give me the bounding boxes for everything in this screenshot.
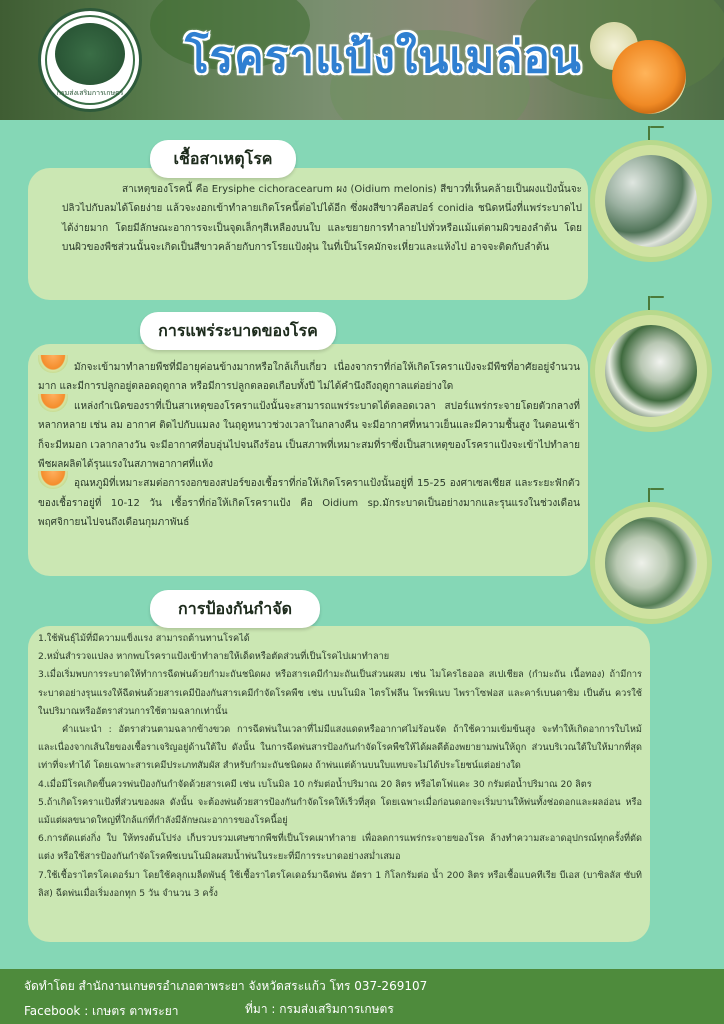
powdery-mildew-leaf-photo: [590, 140, 712, 262]
powdery-mildew-leaf-photo: [590, 310, 712, 432]
prevention-item: 4.เมื่อมีโรคเกิดขึ้นควรพ่นป้องกันกำจัดด้วยสารเคมี เช่น เบโนมิล 10 กรัมต่อน้ำปริมาณ 20 ลิตร หรือไตโฟแคะ 30 กรัมต่อน้ำปริมาณ 20 ลิตร: [38, 778, 592, 790]
prevention-item: 1.ใช้พันธุ์ไม้ที่มีความแข็งแรง สามารถต้านทานโรคได้: [38, 633, 250, 644]
melon-slice-icon: [612, 40, 686, 114]
prevention-note: [38, 721, 642, 776]
cause-heading: เชื้อสาเหตุโรค: [150, 140, 296, 178]
prevention-text: [38, 630, 642, 903]
footer-source: ที่มา : กรมส่งเสริมการเกษตร: [245, 1002, 394, 1016]
prevention-item: 6.การตัดแต่งกิ่ง ใบ ให้ทรงต้นโปร่ง เก็บรวบรวมเศษซากพืชที่เป็นโรคเผาทำลาย เพื่อลดการแพร่กระจายของโรค ล้างทำความสะอาดอุปกรณ์ทุกครั้งที่ตัดแต่ง หรือใช้สารป้องกันกำจัดโรคพืชเบนโนมิลผสมน้ำพ่นในระยะที่มีการระบาดอย่างสม่ำเสมอ: [38, 833, 642, 863]
prevention-item: 2.หมั่นสำรวจแปลง หากพบโรคราแป้งเข้าทำลายให้เด็ดหรือตัดส่วนที่เป็นโรคไปเผาทำลาย: [38, 651, 390, 663]
spread-paragraph-3: อุณหภูมิที่เหมาะสมต่อการงอกของสปอร์ของเชื้อราที่ก่อให้เกิดโรคราแป้งนั้นอยู่ที่ 15-25 องศาเซลเซียส และระยะฟักตัวของเชื้อราอยู่ที่ 10-12 วัน เชื้อราที่ก่อให้เกิดโรคราแป้ง คือ Oidium sp.มักระบาดเป็นอย่างมากและรุนแรงในช่วงเดือนพฤศจิกายนไปจนถึงเดือนกุมภาพันธ์: [38, 478, 580, 529]
spread-text: [38, 358, 580, 533]
spread-paragraph-1: มักจะเข้ามาทำลายพืชที่มีอายุค่อนข้างมากหรือใกล้เก็บเกี่ยว เนื่องจากราที่ก่อให้เกิดโรคราแป้งจะมีพืชที่อาศัยอยู่จำนวนมาก และมีการปลูกอยู่ตลอดฤดูกาล หรือมีการปลูกตลอดเกือบทั้งปี ไม่ได้คำนึงถึงฤดูกาลแต่อย่างใด: [38, 362, 580, 393]
melon-stem-icon: [648, 296, 650, 310]
prevention-note-text: คำแนะนำ : อัตราส่วนตามฉลากข้างขวด การฉีดพ่นในเวลาที่ไม่มีแสงแดดหรืออากาศไม่ร้อนจัด ถ้าใช้ความเข้มข้นสูง จะทำให้เกิดอาการใบไหม้ และเนื่องจากเส้นใยของเชื้อราเจริญอยู่ด้านใต้ใบ ดังนั้น ในการฉีดพ่นสารป้องกันกำจัดโรคพืชให้ได้ผลดีต้องพยายามพ่นให้ถูก ส่วนบริเวณใต้ใบให้มากที่สุดเท่าที่จะทำได้ โดยเฉพาะสารเคมีประเภทสัมผัส สำหรับกำมะถันชนิดผง ถ้าพ่นแต่ด้านบนใบแทบจะไม่ได้ประโยชน์แต่อย่างใด: [38, 724, 642, 772]
prevention-item: 7.ใช้เชื้อราไตรโคเดอร์มา โดยใช้คลุกเมล็ดพันธุ์ ใช้เชื้อราไตรโคเดอร์มาฉีดพ่น อัตรา 1 กิโลกรัมต่อ น้ำ 200 ลิตร หรือเชื้อแบคทีเรีย บีเอส (บาซิลลัส ซับทิลิส) ฉีดพ่นเมื่อเริ่มงอกทุก 5 วัน จำนวน 3 ครั้ง: [38, 869, 642, 899]
logo-emblem: [55, 23, 125, 85]
logo-caption: กรมส่งเสริมการเกษตร: [56, 89, 124, 97]
leaf-photo-content: [605, 517, 697, 609]
melon-stem-icon: [648, 126, 650, 140]
prevention-item: 5.ถ้าเกิดโรคราแป้งที่ส่วนของผล ดังนั้น จะต้องพ่นด้วยสารป้องกันกำจัดโรคให้เร็วที่สุด โดยเฉพาะเมื่อก่อนดอกจะเริ่มบานให้พ่นทั้งช่อดอกและผลอ่อน หรือแม้แต่ผลขนาดใหญ่ที่ใกล้แก่ที่กำลังมีลักษณะอาการของโรคนี้อยู่: [38, 796, 642, 827]
cause-text: [62, 180, 582, 258]
footer: [0, 969, 724, 1024]
spread-paragraph-2: แหล่งกำเนิดของราที่เป็นสาเหตุของโรคราแป้งนั้นจะสามารถแพร่ระบาดได้ตลอดเวลา สปอร์แพร่กระจายโดยตัวกลางที่หลากหลาย เช่น ลม อากาศ ติดไปกับแมลง ในฤดูหนาวช่วงเวลาในกลางคืน จะมีอากาศที่หนาวเย็นและมีความชื้นสูง ในตอนเช้าก็จะมีหมอก เวลากลางวัน จะมีอากาศที่อบอุ่นไปจนถึงร้อน เป็นสภาพที่เหมาะสมที่ราซึ่งเป็นสาเหตุของโรคราแป้งจะเข้าไปทำลายพืชผลผลิตได้รุนแรงในสภาพอากาศที่แห้ง: [38, 400, 580, 471]
prevention-item: 3.เมื่อเริ่มพบการระบาดให้ทำการฉีดพ่นด้วยกำมะถันชนิดผง หรือสารเคมีกำมะถันเป็นส่วนผสม เช่น ไมโครไธออล สเปเชียล (กำมะถัน เนื้อทอง) ถ้ามีการระบาดอย่างรุนแรงให้ฉีดพ่นด้วยสารเคมีป้องกันสารเคมีกำจัดโรคพืช เช่น เบนโนมิล ไตรโฟลีน โพรพิเนบ ไพราโซฟอส และคาร์เบนดาซิม เป็นต้น ควรใช้ในปริมาณหรืออัตราส่วนการใช้ตามฉลากเท่านั้น: [38, 669, 642, 717]
footer-facebook[interactable]: Facebook : เกษตร ตาพระยา: [24, 1004, 179, 1018]
melon-slice-icon: [38, 471, 68, 489]
department-logo: [38, 8, 142, 112]
footer-publisher: จัดทำโดย สำนักงานเกษตรอำเภอตาพระยา จังหวัดสระแก้ว โทร 037-269107: [24, 979, 428, 993]
melon-slice-icon: [38, 394, 68, 412]
melon-slice-icon: [38, 355, 68, 373]
prevention-heading: การป้องกันกำจัด: [150, 590, 320, 628]
melon-stem-icon: [648, 488, 650, 502]
page-title: โรคราแป้งในเมล่อน: [185, 32, 582, 83]
leaf-photo-content: [605, 155, 697, 247]
cause-paragraph: สาเหตุของโรคนี้ คือ Erysiphe cichoracearum ผง (Oidium melonis) สีขาวที่เห็นคล้ายเป็นผงแป้งนั้นจะปลิวไปกับลมได้โดยง่าย แล้วจะงอกเข้าทำลายเกิดโรคนี้ต่อไปได้อีก ซึ่งผงสีขาวคือสปอร์ conidia ชนิดหนึ่งที่แพร่ระบาดไปได้ง่ายมาก โดยมีลักษณะอาการจะเป็นจุดเล็กๆสีเหลืองบนใบ และขยายการทำลายไปทั่วหรือแม้แต่ตามผิวของลำต้น โดยบนผิวของพืชส่วนนั้นจะเกิดเป็นสีขาวคล้ายกับการโรยแป้งฝุ่น ในที่เป็นโรคมักจะเหี่ยวและแห้งไป อาจจะติดกับลำต้น: [62, 184, 582, 254]
powdery-mildew-leaf-photo: [590, 502, 712, 624]
leaf-photo-content: [605, 325, 697, 417]
spread-heading: การแพร่ระบาดของโรค: [140, 312, 336, 350]
